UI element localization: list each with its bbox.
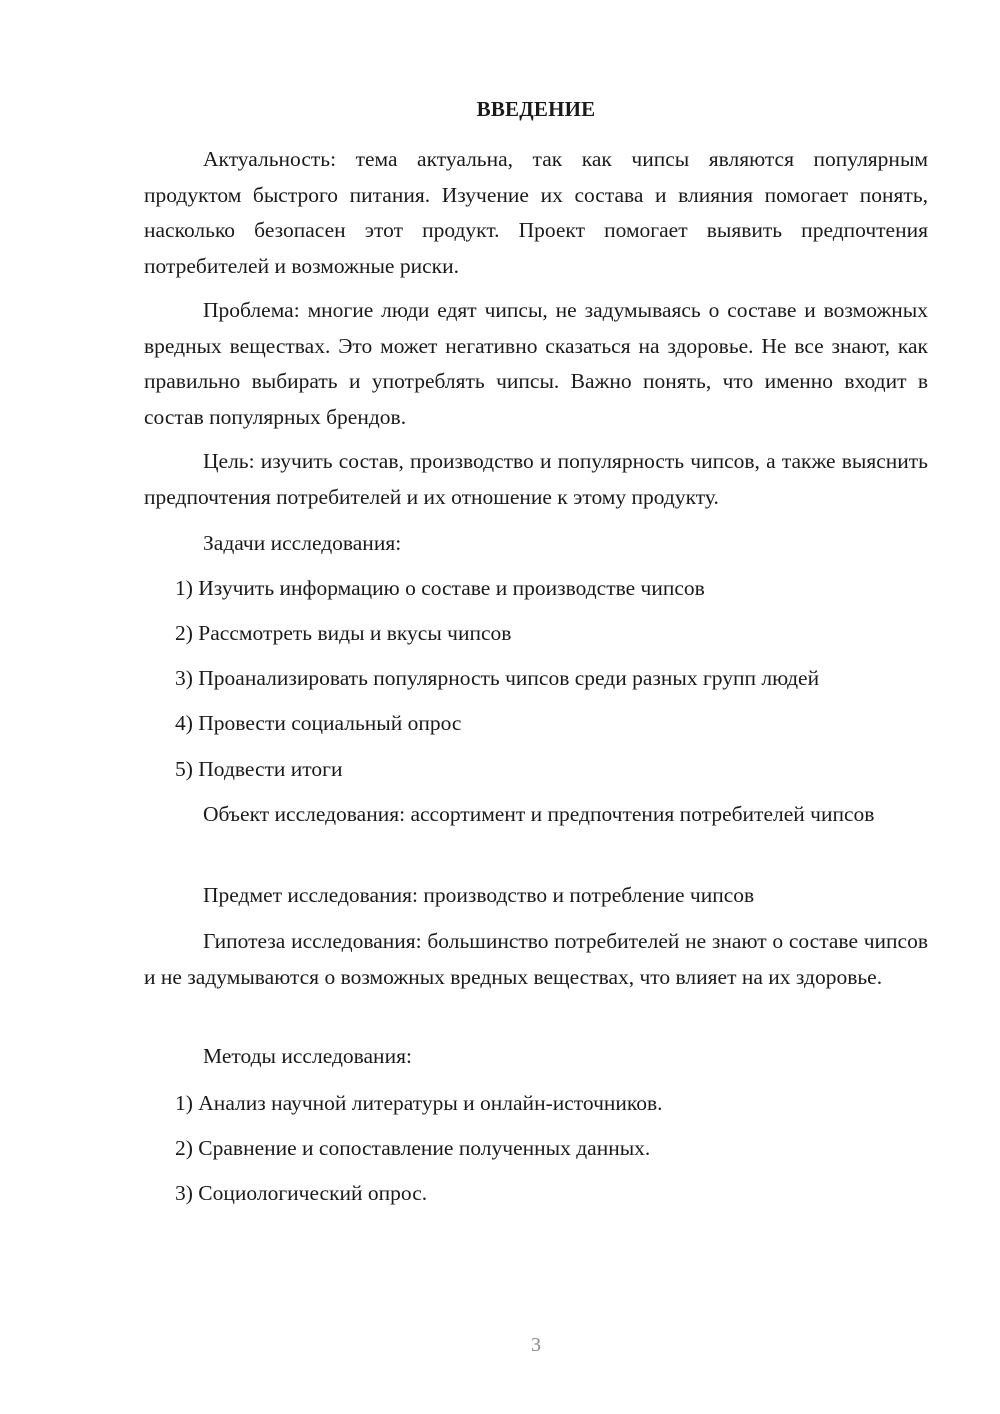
relevance-paragraph: Актуальность: тема актуальна, так как чипсы являются популярным продуктом быстрого питания. Изучение их состава и влияния помогает понять, насколько безопасен этот продукт. Проект помогает выявить предпочтения потребителей и возможные риски. <box>144 147 928 278</box>
object-paragraph: Объект исследования: ассортимент и предпочтения потребителей чипсов <box>203 802 875 826</box>
methods-heading: Методы исследования: <box>203 1044 412 1068</box>
tasks-heading: Задачи исследования: <box>203 531 402 555</box>
method-item: 1) Анализ научной литературы и онлайн-источников. <box>175 1091 663 1115</box>
method-item: 2) Сравнение и сопоставление полученных данных. <box>175 1136 651 1160</box>
goal-paragraph: Цель: изучить состав, производство и популярность чипсов, а также выяснить предпочтения потребителей и их отношение к этому продукту. <box>144 449 928 509</box>
task-item: 3) Проанализировать популярность чипсов среди разных групп людей <box>175 666 820 690</box>
section-title: ВВЕДЕНИЕ <box>476 97 596 121</box>
hypothesis-paragraph: Гипотеза исследования: большинство потребителей не знают о составе чипсов и не задумываются о возможных вредных веществах, что влияет на их здоровье. <box>144 929 928 989</box>
task-item: 5) Подвести итоги <box>175 757 343 781</box>
task-item: 4) Провести социальный опрос <box>175 711 462 735</box>
problem-paragraph: Проблема: многие люди едят чипсы, не задумываясь о составе и возможных вредных веществах. Это может негативно сказаться на здоровье. Не все знают, как правильно выбирать и употреблять чипсы. Важно понять, что именно входит в состав популярных брендов. <box>144 298 928 429</box>
page-number: 3 <box>531 1334 541 1356</box>
subject-paragraph: Предмет исследования: производство и потребление чипсов <box>203 883 755 907</box>
task-item: 1) Изучить информацию о составе и производстве чипсов <box>175 576 705 600</box>
task-item: 2) Рассмотреть виды и вкусы чипсов <box>175 621 512 645</box>
method-item: 3) Социологический опрос. <box>175 1181 428 1205</box>
